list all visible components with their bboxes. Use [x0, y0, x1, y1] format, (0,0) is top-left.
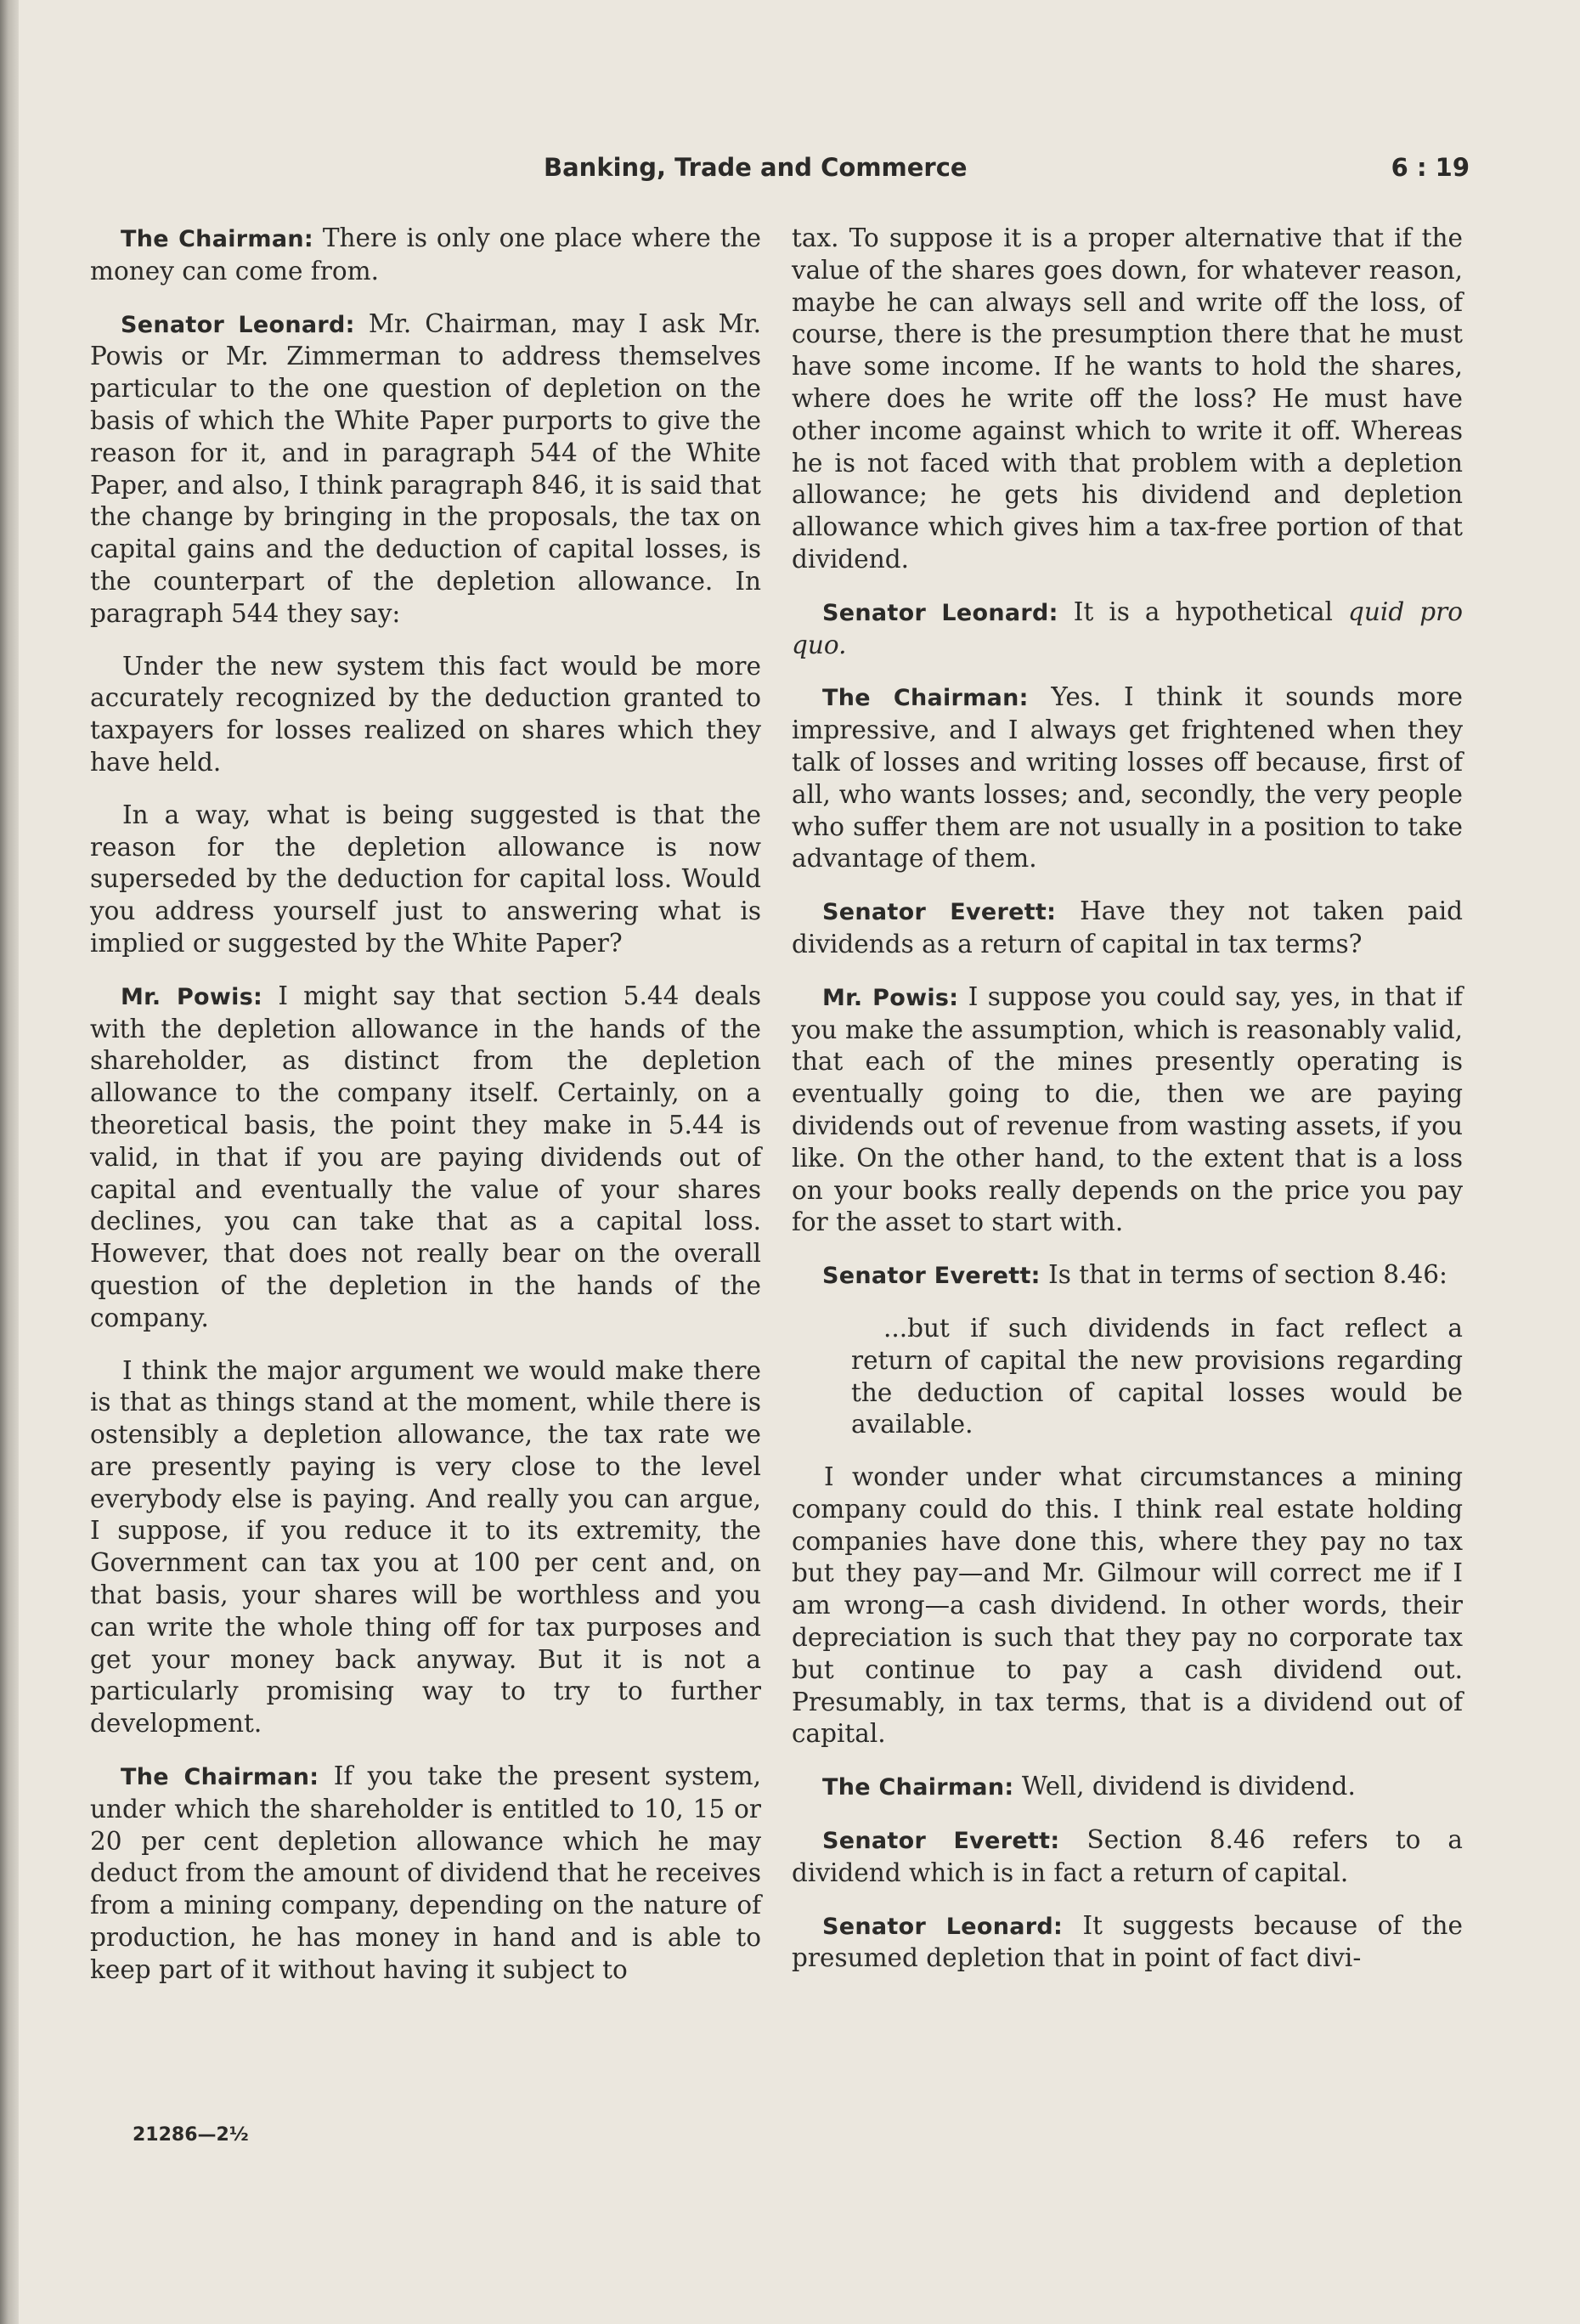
speaker-label: Senator Leonard:	[121, 311, 355, 338]
speaker-label: Senator Everett:	[822, 1828, 1060, 1855]
speaker-label: Mr. Powis:	[822, 984, 959, 1011]
paragraph: In a way, what is being suggested is that the reason for the depletion allowance is now superseded by the deduction for capital loss. Would you address yourself just to answering what is implied or suggested by the White Paper?	[90, 800, 761, 958]
paragraph	[792, 1259, 1463, 1292]
speaker-label: Senator Everett:	[822, 899, 1057, 926]
block-quote: ...but if such dividends in fact reflect a return of capital the new provisions regarding the deduction of capital losses would be available.	[851, 1313, 1463, 1439]
speaker-label: The Chairman:	[121, 226, 313, 252]
paragraph-text: Is that in terms of section 8.46:	[1040, 1260, 1447, 1290]
page-binding-edge	[0, 0, 19, 2324]
speaker-label: Senator Everett:	[822, 1263, 1041, 1290]
paragraph	[792, 681, 1463, 875]
paragraph	[90, 981, 761, 1335]
paragraph	[90, 1761, 761, 1987]
paragraph: I think the major argument we would make there is that as things stand at the moment, while there is ostensibly a depletion allowance, the tax rate we are presently paying is very close to the level everybody else is paying. And really you can argue, I suppose, if you reduce it to its extremity, the Government can tax you at 100 per cent and, on that basis, your shares will be worthless and you can write the whole thing off for tax purposes and get your money back anyway. But it is not a particularly promising way to try to further development.	[90, 1355, 761, 1739]
right-column	[792, 223, 1463, 1995]
paragraph	[792, 1771, 1463, 1804]
paragraph-text: Mr. Chairman, may I ask Mr. Powis or Mr. Zimmerman to address themselves particular to the one question of depletion on the basis of which the White Paper purports to give the reason for it, and in paragraph 544 of the White Paper, and also, I think paragraph 846, it is said that the change by bringing in the proposals, the tax on capital gains and the deduction of capital losses, is the counterpart of the depletion allowance. In paragraph 544 they say:	[90, 308, 761, 628]
paragraph-text: I suppose you could say, yes, in that if you make the assumption, which is reasonably valid, that each of the mines presently operating is eventually going to die, then we are paying dividends out of revenue from wasting assets, if you like. On the other hand, to the extent that is a loss on your books really depends on the price you pay for the asset to start with.	[792, 981, 1463, 1237]
speaker-label: Senator Leonard:	[822, 1913, 1064, 1940]
speaker-label: The Chairman:	[121, 1764, 319, 1791]
paragraph	[792, 597, 1463, 662]
paragraph	[792, 981, 1463, 1239]
speaker-label: The Chairman:	[822, 685, 1029, 712]
printer-signature-mark: 21286—2½	[133, 2124, 249, 2146]
paragraph-text: If you take the present system, under which the shareholder is entitled to 10, 15 or 20 per cent depletion allowance which he may deduct from the amount of dividend that he receives from a mining company, depending on the nature of production, he has money in hand and is able to keep part of it without having it subject to	[90, 1761, 761, 1984]
paragraph-text: I might say that section 5.44 deals with the depletion allowance in the hands of the shareholder, as distinct from the depletion allowance to the company itself. Certainly, on a theoretical basis, the point they make in 5.44 is valid, in that if you are paying dividends out of capital and eventually the value of your shares declines, you can take that as a capital loss. However, that does not really bear on the overall question of the depletion in the hands of the company.	[90, 981, 762, 1332]
paragraph-text: Section 8.46 refers to a dividend which is in fact a return of capital.	[792, 1825, 1463, 1887]
paragraph-text: It is a hypothetical	[1058, 597, 1349, 626]
running-header	[544, 153, 1470, 187]
header-title: Banking, Trade and Commerce	[544, 153, 968, 182]
italic-phrase: quid pro quo.	[792, 597, 1463, 659]
paragraph-text: There is only one place where the money can come from.	[90, 223, 762, 286]
paragraph: tax. To suppose it is a proper alternative that if the value of the shares goes down, for whatever reason, maybe he can always sell and write off the loss, of course, there is the presumption there that he must have some income. If he wants to hold the shares, where does he write off the loss? He must have other income against which to write it off. Whereas he is not faced with that problem with a depletion allowance; he gets his dividend and depletion allowance which gives him a tax-free portion of that dividend.	[792, 223, 1463, 574]
paragraph	[792, 1910, 1463, 1976]
paragraph-text: Well, dividend is dividend.	[1013, 1772, 1356, 1801]
paragraph	[792, 896, 1463, 961]
speaker-label: Senator Leonard:	[822, 599, 1058, 626]
block-quote: Under the new system this fact would be more accurately recognized by the deduction granted to taxpayers for losses realized on shares which they have held.	[90, 651, 761, 777]
paragraph	[90, 308, 761, 630]
left-column	[90, 223, 761, 2007]
speaker-label: The Chairman:	[822, 1774, 1014, 1801]
paragraph	[90, 223, 761, 288]
paragraph: I wonder under what circumstances a mining company could do this. I think real estate holding companies have done this, where they pay no tax but they pay—and Mr. Gilmour will correct me if I am wrong—a cash dividend. In other words, their depreciation is such that they pay no corporate tax but continue to pay a cash dividend out. Presumably, in tax terms, that is a dividend out of capital.	[792, 1462, 1463, 1749]
paragraph-text: Have they not taken paid dividends as a return of capital in tax terms?	[792, 896, 1464, 958]
page-number: 6 : 19	[1391, 153, 1470, 182]
speaker-label: Mr. Powis:	[121, 983, 263, 1010]
paragraph-text: It suggests because of the presumed depletion that in point of fact divi-	[792, 1910, 1463, 1973]
paragraph-text: Yes. I think it sounds more impressive, and I always get frightened when they talk of losses and writing losses off because, first of all, who wants losses; and, secondly, the very people who suffer them are not usually in a position to take advantage of them.	[792, 682, 1463, 874]
paragraph	[792, 1824, 1463, 1890]
